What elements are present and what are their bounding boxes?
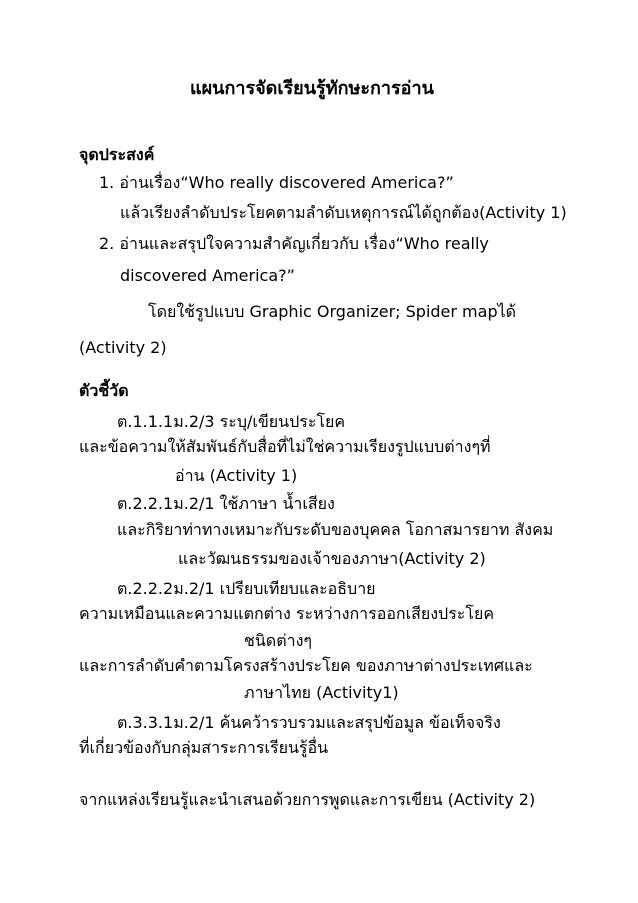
indicator-3-line-2: ความเหมือนและความแตกต่าง ระหว่างการออกเสียงประโยค <box>79 604 495 623</box>
objective-item-2-line-4: (Activity 2) <box>79 338 167 357</box>
objective-item-1-line-1: 1. อ่านเรื่อง“Who really discovered America?” <box>99 173 454 192</box>
objective-item-2-line-3: โดยใช้รูปแบบ Graphic Organizer; Spider mapได้ <box>148 302 517 321</box>
indicator-2-line-3: และวัฒนธรรมของเจ้าของภาษา(Activity 2) <box>178 549 486 568</box>
indicator-4-line-1: ต.3.3.1ม.2/1 ค้นคว้ารวบรวมและสรุปข้อมูล ข้อเท็จจริง <box>117 713 501 732</box>
indicator-4-line-3: จากแหล่งเรียนรู้และนำเสนอด้วยการพูดและการเขียน (Activity 2) <box>79 790 536 809</box>
indicator-3-line-5: ภาษาไทย (Activity1) <box>244 683 399 702</box>
indicators-heading: ตัวชี้วัด <box>79 381 129 400</box>
indicator-2-line-1: ต.2.2.1ม.2/1 ใช้ภาษา น้ำเสียง <box>117 494 335 513</box>
indicator-1-line-2: และข้อความให้สัมพันธ์กับสื่อที่ไม่ใช่ความเรียงรูปแบบต่างๆที่ <box>79 437 491 456</box>
indicator-3-line-3: ชนิดต่างๆ <box>244 631 312 650</box>
indicator-1-line-1: ต.1.1.1ม.2/3 ระบุ/เขียนประโยค <box>117 412 346 431</box>
indicator-1-line-3: อ่าน (Activity 1) <box>175 466 298 485</box>
indicator-4-line-2: ที่เกี่ยวข้องกับกลุ่มสาระการเรียนรู้อื่น <box>79 738 329 757</box>
indicator-3-line-4: และการลำดับคำตามโครงสร้างประโยค ของภาษาต่างประเทศและ <box>79 656 533 675</box>
document-title: แผนการจัดเรียนรู้ทักษะการอ่าน <box>190 78 434 99</box>
objective-item-2-line-2: discovered America?” <box>120 266 295 285</box>
objective-item-1-line-2: แล้วเรียงลำดับประโยคตามลำดับเหตุการณ์ได้ถูกต้อง(Activity 1) <box>120 203 567 222</box>
objectives-heading: จุดประสงค์ <box>79 145 155 164</box>
indicator-2-line-2: และกิริยาท่าทางเหมาะกับระดับของบุคคล โอกาสมารยาท สังคม <box>117 520 554 539</box>
objective-item-2-line-1: 2. อ่านและสรุปใจความสำคัญเกี่ยวกับ เรื่อง“Who really <box>99 234 489 253</box>
indicator-3-line-1: ต.2.2.2ม.2/1 เปรียบเทียบและอธิบาย <box>117 579 376 598</box>
